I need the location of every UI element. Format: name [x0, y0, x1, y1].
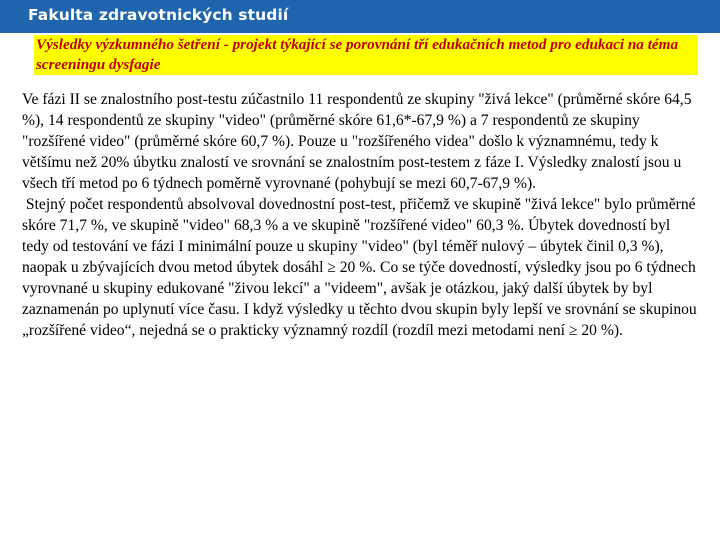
header-bar	[0, 0, 720, 33]
paragraph-phase-ii-knowledge: Ve fázi II se znalostního post-testu zúčastnilo 11 respondentů ze skupiny "živá lekce" (průměrné skóre 64,5 %), 14 respondentů ze skupiny "video" (průměrné skóre 61,6*-67,9 %) a 7 respondentů ze skupiny "rozšířené video" (průměrné skóre 60,7 %). Pouze u "rozšířeného videa" došlo k významnému, tedy k většímu než 20% úbytku znalostí ve srovnání se znalostním post-testem z fáze I. Výsledky znalostí jsou u všech tří metod po 6 týdnech poměrně vyrovnané (pohybují se mezi 60,7-67,9 %).	[22, 91, 692, 192]
slide-subtitle: Výsledky výzkumného šetření - projekt týkající se porovnání tří edukačních metod pro edukaci na téma screeningu dysfagie	[34, 35, 698, 75]
body-text	[22, 89, 700, 341]
paragraph-skills-text: Stejný počet respondentů absolvoval dovednostní post-test, přičemž ve skupině "živá lekce" bylo průměrné skóre 71,7 %, ve skupině "video" 68,3 % a ve skupině "rozšířené video" 60,3 %. Úbytek dovedností byl tedy od testování ve fázi I minimální pouze u skupiny "video" (byl téměř nulový – úbytek činil 0,3 %), naopak u zbývajících dvou metod úbytek dosáhl ≥ 20 %. Co se týče dovedností, výsledky jsou po 6 týdnech vyrovnané u skupiny edukované "živou lekcí" a "videem", avšak je otázkou, jaký další úbytek by byl zaznamenán po uplynutí více času. I když výsledky u těchto dvou skupin byly lepší ve srovnání se skupinou „rozšířené video“, nejedná se o prakticky významný rozdíl (rozdíl mezi metodami není ≥ 20 %).	[22, 196, 697, 339]
paragraph-skills-post-test	[22, 194, 700, 341]
header-title: Fakulta zdravotnických studií	[28, 6, 289, 24]
